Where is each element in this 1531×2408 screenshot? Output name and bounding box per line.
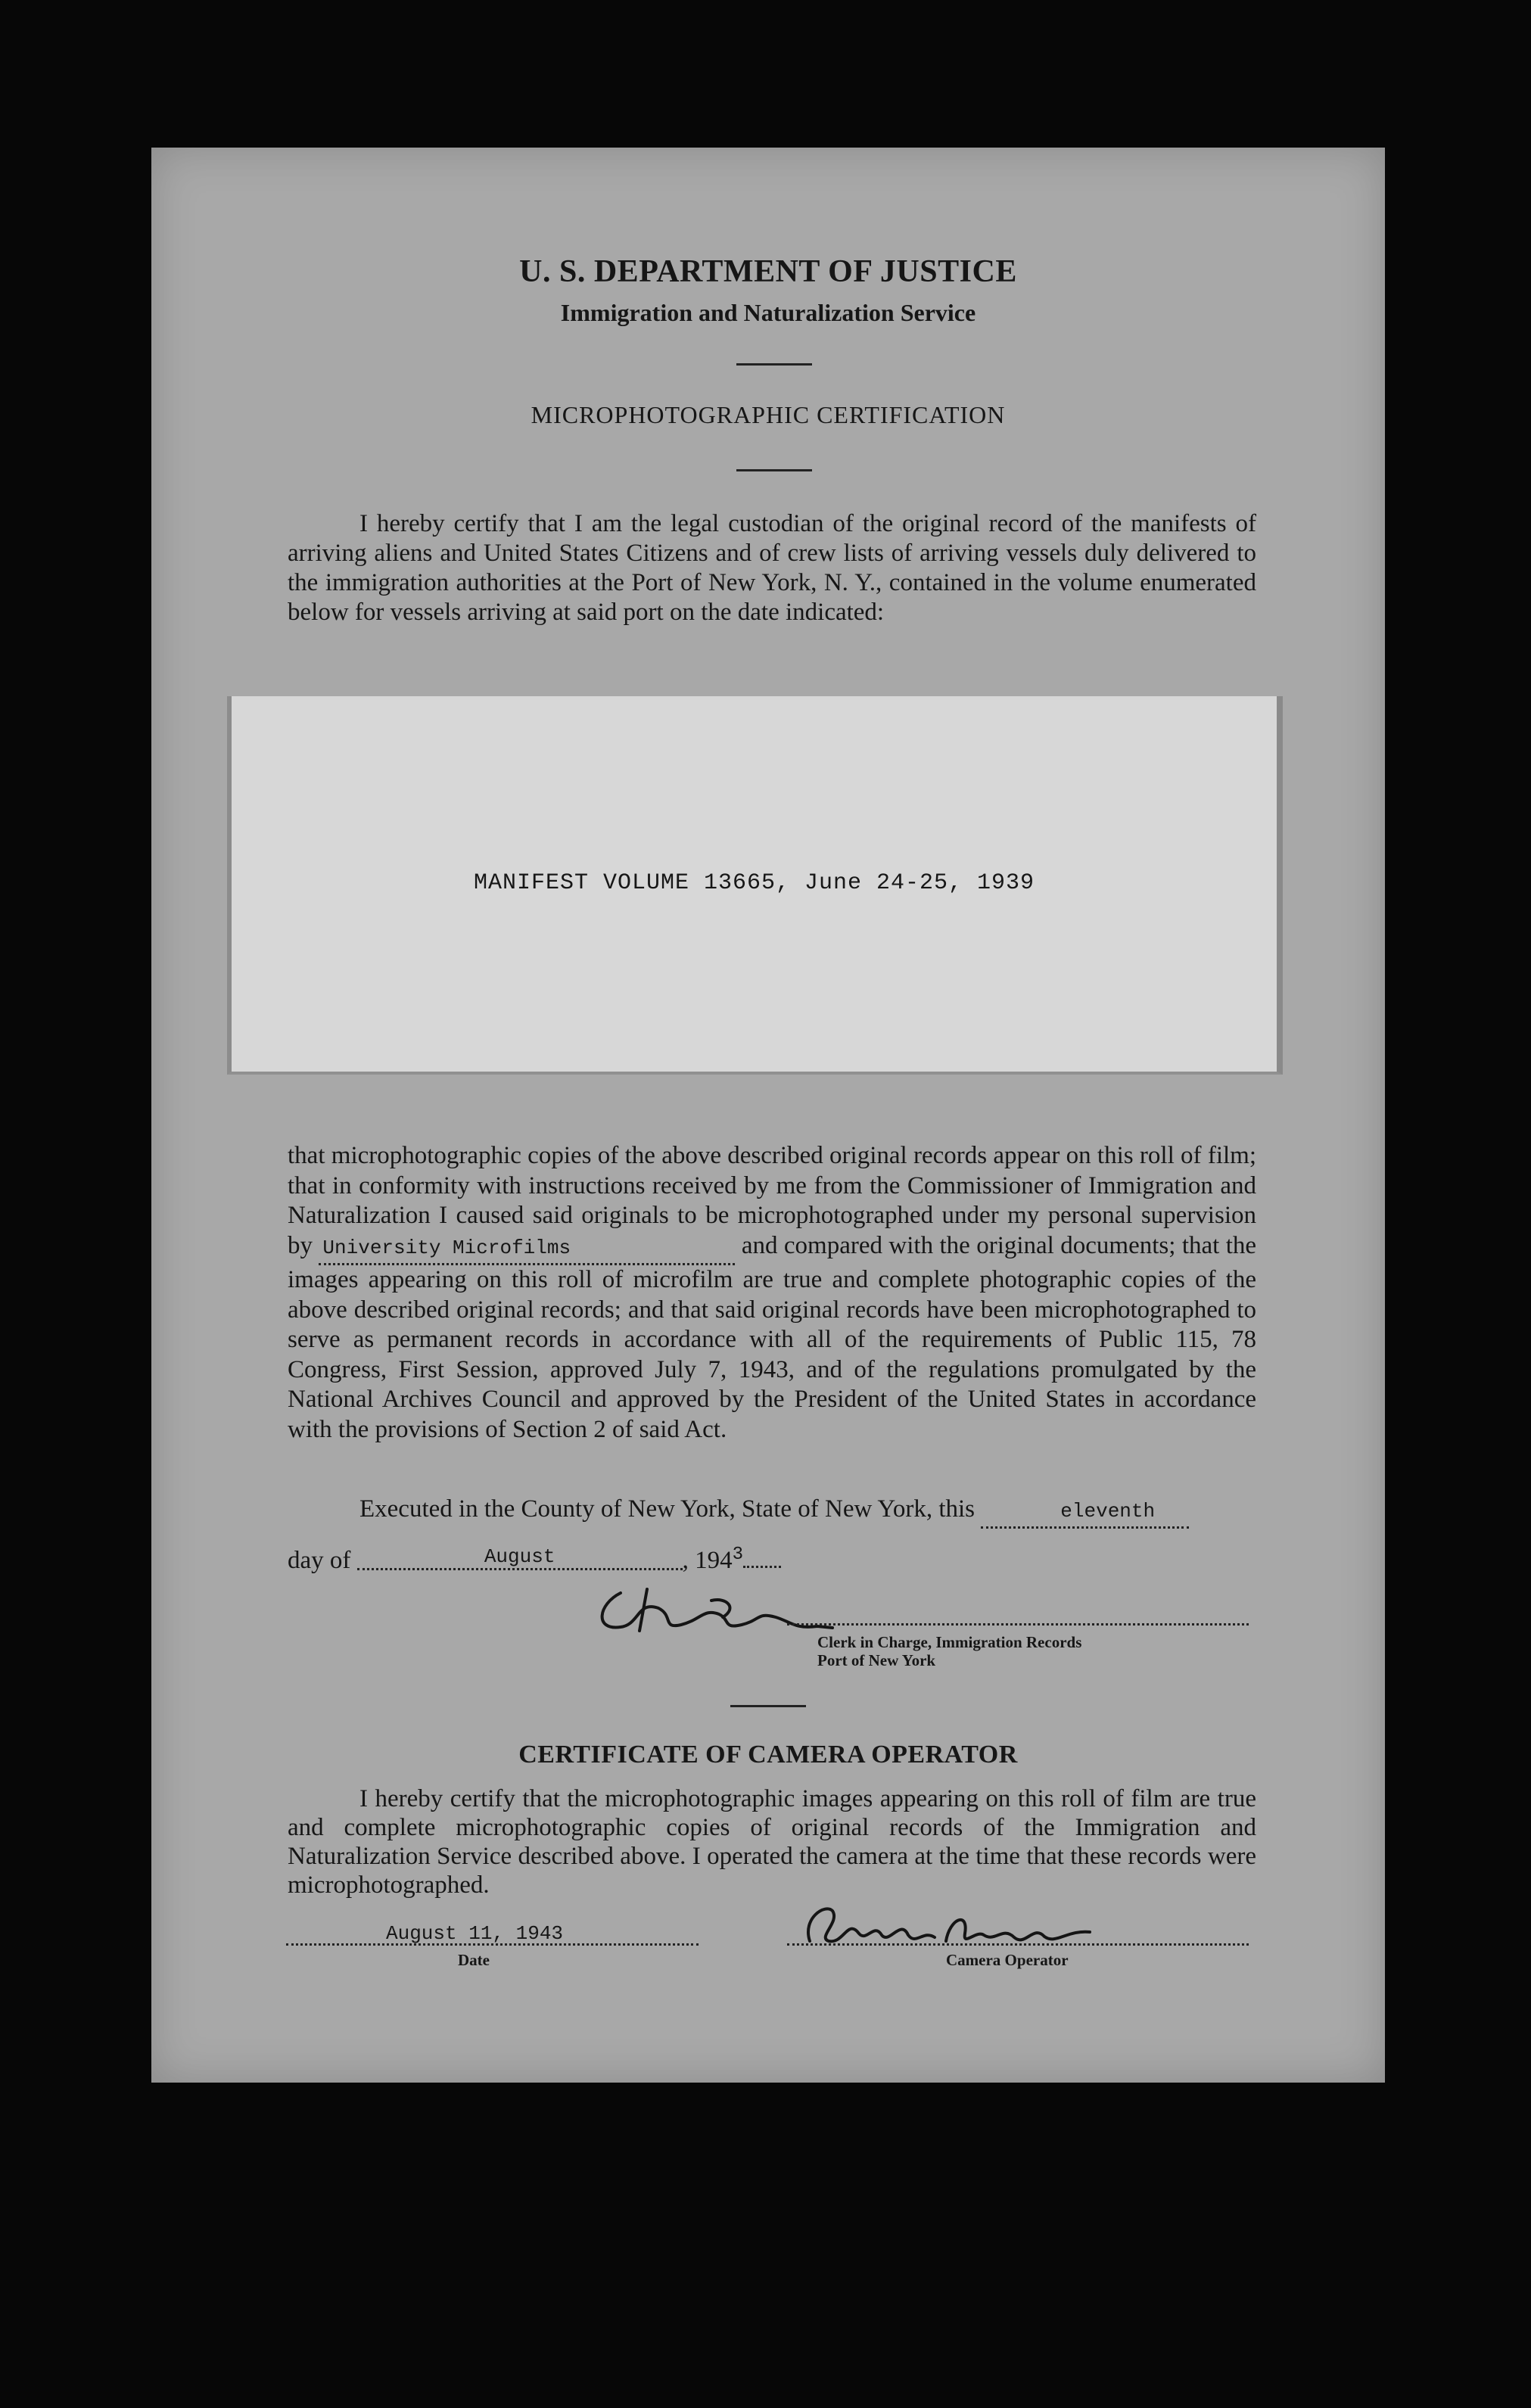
body-text-part2: and compared with the original documents; that the images appearing on this roll of microfilm are true and complete photographic copies of the above described original records; and that said original records have been microphotographed to serve as permanent records in accordance with all of the requirements of Public 115, 78 Congress, First Session, approved July 7, 1943, and of the regulations promulgated by the National Archives Council and approved by the President of the United States in accordance with the provisions of Section 2 of said Act. [288,1231,1257,1443]
clerk-caption-line2: Port of New York [817,1651,936,1669]
divider [736,363,812,366]
body-text-part1: that microphotographic copies of the above described original records appear on this roll of film; that in conformity with instructions received by me from the Commissioner of Immigration and Naturalization I caused said originals to be microphotographed under my personal supervision by [288,1142,1256,1259]
certification-heading: MICROPHOTOGRAPHIC CERTIFICATION [531,401,1006,428]
intro-paragraph: I hereby certify that I am the legal custodian of the original record of the manifests of arriving aliens and United States Citizens and of crew lists of arriving vessels duly delivered to the immigration authorities at the Port of New York, N. Y., contained in the volume enumerated below for vessels arriving at said port on the date indicated: [288,510,1256,626]
divider [730,1705,806,1707]
clerk-caption-line1: Clerk in Charge, Immigration Records [817,1633,1082,1651]
executed-day-field: eleventh [981,1497,1189,1529]
clerk-signature-line [787,1623,1249,1626]
certification-body [288,1141,1256,1445]
year-prefix: , 194 [682,1547,733,1574]
year-digit: 3 [732,1545,744,1565]
camera-certificate-paragraph: I hereby certify that the microphotographic images appearing on this roll of film are true and complete microphotographic copies of original records of the Immigration and Naturalization Service described above. I operated the camera at the time that these records were microphotographed. [288,1785,1256,1899]
executed-line [288,1495,1256,1529]
divider [736,469,812,471]
manifest-label-card [227,696,1283,1075]
month-field: August [357,1545,683,1570]
certificate-sheet [151,148,1385,2083]
year-fill [743,1566,781,1568]
department-title: U. S. DEPARTMENT OF JUSTICE [519,254,1017,289]
manifest-label: MANIFEST VOLUME 13665, June 24-25, 1939 [473,870,1035,896]
clerk-signature [568,1570,855,1646]
supervisor-field: University Microfilms [319,1234,735,1266]
operator-signature [787,1888,1105,1956]
camera-certificate-title: CERTIFICATE OF CAMERA OPERATOR [518,1741,1018,1769]
service-subtitle: Immigration and Naturalization Service [560,299,976,326]
executed-prefix: Executed in the County of New York, State of New York, this [359,1495,976,1523]
camera-date-value: August 11, 1943 [386,1922,564,1945]
date-label: Date [458,1951,490,1969]
day-of-label: day of [288,1547,351,1574]
camera-operator-signature-line [787,1943,1249,1946]
camera-operator-label: Camera Operator [946,1951,1069,1969]
